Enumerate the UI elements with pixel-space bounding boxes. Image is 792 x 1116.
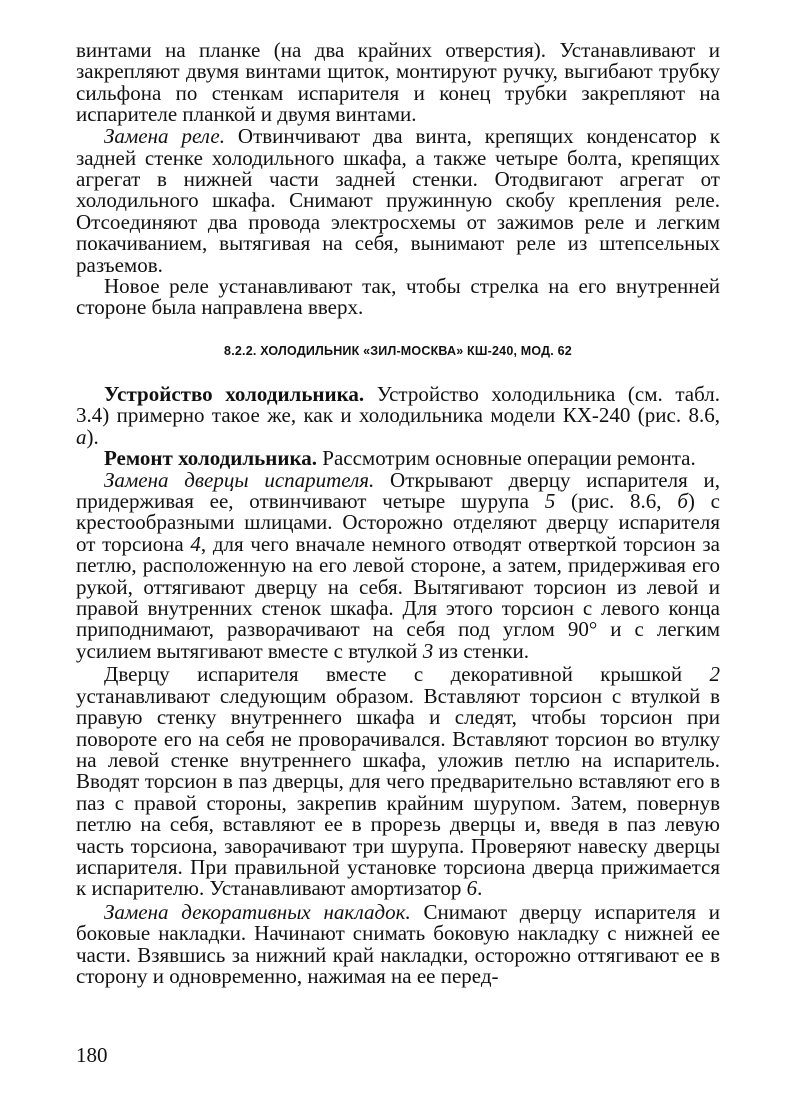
paragraph-new-relay: Новое реле устанавливают так, чтобы стрелка на его внутренней стороне была направлена вверх. xyxy=(76,274,720,320)
paragraph-title: Замена декоративных накладок. xyxy=(104,899,411,924)
paragraph-door-replacement: Замена дверцы испарителя. Открывают дверцу испарителя и, придерживая ее, отвинчивают четыре шурупа 5 (рис. 8.6, б) с крестообразными шлицами. Осторожно отделяют дверцу испарителя от торсиона 4, для чего вначале немного отводят отверткой торсион за петлю, расположенную на его левой стороне, а затем, придерживая его рукой, оттягивают дверцу на себя. Вытягивают торсион из левой и правой внутренних стенок шкафа. Для этого торсион с левого конца приподнимают, разворачивают на себя под углом 90° и с легким усилием вытягивают вместе с втулкой 3 из стенки. xyxy=(76,467,720,663)
paragraph-device: Устройство холодильника. Устройство холодильника (см. табл. 3.4) примерно такое же, как и холодильника модели КХ-240 (рис. 8.6, а). xyxy=(76,382,721,449)
section-heading: 8.2.2. ХОЛОДИЛЬНИК «ЗИЛ-МОСКВА» КШ-240, МОД. 62 xyxy=(224,344,572,358)
paragraph-repair: Ремонт холодильника. Рассмотрим основные операции ремонта. xyxy=(104,446,696,471)
text-block-main xyxy=(76,384,720,987)
paragraph-relay-replacement: Замена реле. Отвинчивают два винта, крепящих конденсатор к задней стенке холодильного шкафа, а также четыре болта, крепящих агрегат в нижней части задней стенки. Отодвигают агрегат от холодильного шкафа. Снимают пружинную скобу крепления реле. Отсоединяют два провода электросхемы от зажимов реле и легким покачиванием, вытягивая на себя, вынимают реле из штепсельных разъемов. xyxy=(76,124,720,277)
text-block-top xyxy=(76,40,720,319)
paragraph-title: Замена дверцы испарителя. xyxy=(104,467,375,492)
paragraph-title: Замена реле. xyxy=(104,124,225,149)
paragraph-title: Устройство холодильника. xyxy=(104,382,365,406)
paragraph-title: Ремонт холодильника. xyxy=(104,446,318,471)
paragraph-door-install: Дверцу испарителя вместе с декоративной крышкой 2 устанавливают следующим образом. Вставляют торсион с втулкой в правую стенку внутреннего шкафа и следят, чтобы торсион при повороте его на себя не проворачивался. Вставляют торсион во втулку на левой стенке внутреннего шкафа, уложив петлю на испаритель. Вводят торсион в паз дверцы, для чего предварительно вставляют его в паз с правой стороны, закрепив крайним шурупом. Затем, повернув петлю на себя, вставляют ее в прорезь дверцы и, введя в паз левую часть торсиона, заворачивают три шурупа. Проверяют навеску дверцы испарителя. При правильной установке торсиона дверца прижимается к испарителю. Устанавливают амортизатор 6. xyxy=(76,662,720,901)
paragraph-decor-replacement: Замена декоративных накладок. Снимают дверцу испарителя и боковые накладки. Начинают снимать боковую накладку с нижней ее части. Взявшись за нижний край накладки, осторожно оттягивают ее в сторону и одновременно, нажимая на ее перед- xyxy=(76,899,720,988)
paragraph-continuation: винтами на планке (на два крайних отверстия). Устанавливают и закрепляют двумя винтами щиток, монтируют ручку, выгибают трубку сильфона по стенкам испарителя и конец трубки закрепляют на испарителе планкой и двумя винтами. xyxy=(76,38,720,127)
page-number: 180 xyxy=(76,1043,108,1067)
